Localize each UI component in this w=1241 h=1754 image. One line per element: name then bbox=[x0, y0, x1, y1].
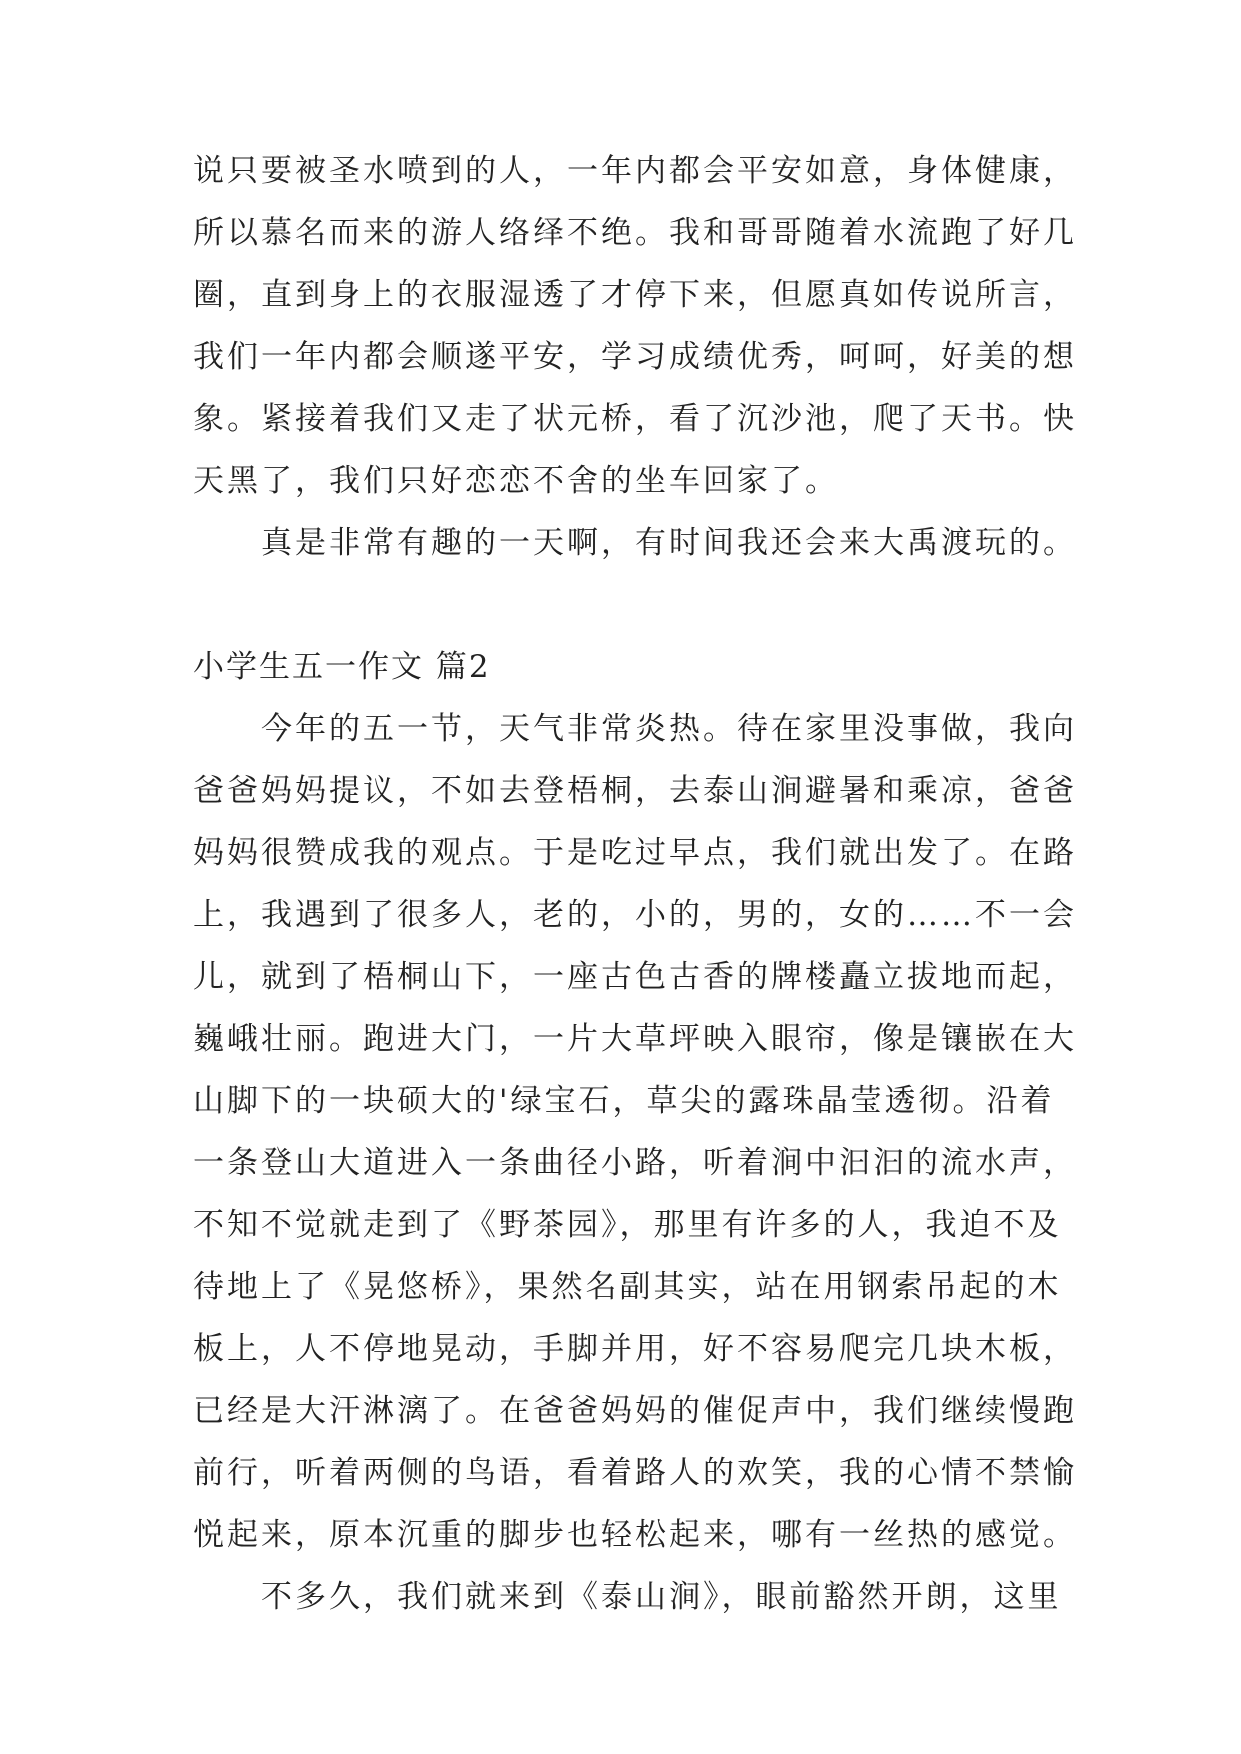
text-line: 前行，听着两侧的鸟语，看着路人的欢笑，我的心情不禁愉 bbox=[193, 1455, 1077, 1491]
text-line: 巍峨壮丽。跑进大门，一片大草坪映入眼帘，像是镶嵌在大 bbox=[193, 1021, 1077, 1057]
text-line: 不多久，我们就来到《泰山涧》，眼前豁然开朗，这里 bbox=[261, 1579, 1062, 1615]
text-line: 说只要被圣水喷到的人，一年内都会平安如意，身体健康， bbox=[193, 153, 1077, 189]
section-gap bbox=[193, 574, 1073, 636]
text-line: 圈，直到身上的衣服湿透了才停下来，但愿真如传说所言， bbox=[193, 277, 1077, 313]
text-line: 象。紧接着我们又走了状元桥，看了沉沙池，爬了天书。快 bbox=[193, 401, 1077, 437]
text-line: 妈妈很赞成我的观点。于是吃过早点，我们就出发了。在路 bbox=[193, 835, 1077, 871]
text-line: 儿，就到了梧桐山下，一座古色古香的牌楼矗立拔地而起， bbox=[193, 959, 1077, 995]
text-line: 今年的五一节，天气非常炎热。待在家里没事做，我向 bbox=[261, 711, 1077, 747]
text-line: 一条登山大道进入一条曲径小路，听着涧中汩汩的流水声， bbox=[193, 1145, 1077, 1181]
text-line: 我们一年内都会顺遂平安，学习成绩优秀，呵呵，好美的想 bbox=[193, 339, 1077, 375]
article-body bbox=[193, 140, 1077, 1628]
text-line: 待地上了《晃悠桥》，果然名副其实，站在用钢索吊起的木 bbox=[193, 1269, 1062, 1305]
section-heading: 小学生五一作文 篇2 bbox=[193, 649, 491, 685]
text-line: 板上，人不停地晃动，手脚并用，好不容易爬完几块木板， bbox=[193, 1331, 1077, 1367]
text-line: 上，我遇到了很多人，老的，小的，男的，女的……不一会 bbox=[193, 897, 1077, 933]
text-line: 所以慕名而来的游人络绎不绝。我和哥哥随着水流跑了好几 bbox=[193, 215, 1077, 251]
text-line: 不知不觉就走到了《野茶园》，那里有许多的人，我迫不及 bbox=[193, 1207, 1062, 1243]
closing-line: 真是非常有趣的一天啊，有时间我还会来大禹渡玩的。 bbox=[261, 525, 1077, 561]
text-line: 山脚下的一块硕大的'绿宝石，草尖的露珠晶莹透彻。沿着 bbox=[193, 1083, 1055, 1119]
text-line: 悦起来，原本沉重的脚步也轻松起来，哪有一丝热的感觉。 bbox=[193, 1517, 1077, 1553]
text-line: 天黑了，我们只好恋恋不舍的坐车回家了。 bbox=[193, 463, 839, 499]
text-line: 爸爸妈妈提议，不如去登梧桐，去泰山涧避暑和乘凉，爸爸 bbox=[193, 773, 1077, 809]
text-line: 已经是大汗淋漓了。在爸爸妈妈的催促声中，我们继续慢跑 bbox=[193, 1393, 1077, 1429]
